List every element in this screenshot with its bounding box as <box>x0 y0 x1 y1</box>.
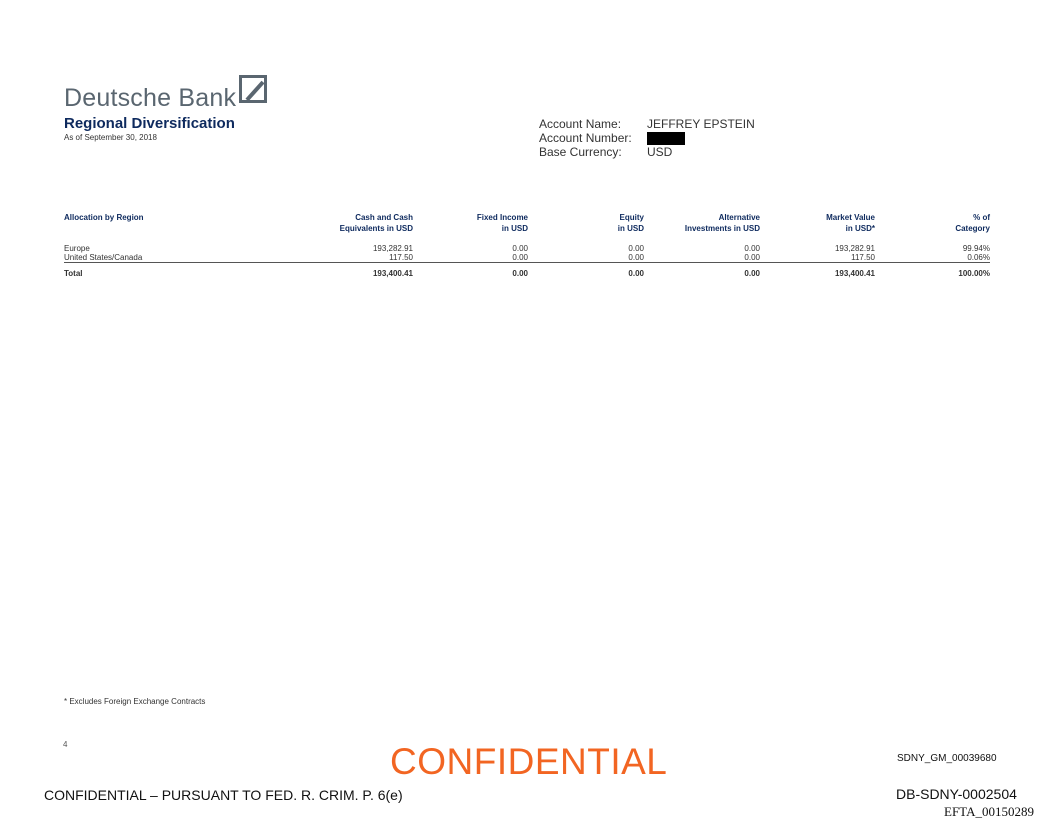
db-sdny-bates-number: DB-SDNY-0002504 <box>896 786 1017 802</box>
region-cell: United States/Canada <box>64 253 254 263</box>
brand-name: Deutsche Bank <box>64 84 237 112</box>
sdny-bates-number: SDNY_GM_00039680 <box>897 753 997 764</box>
column-header: Allocation by Region <box>64 213 144 222</box>
page-number: 4 <box>63 740 68 749</box>
account-name-value: JEFFREY EPSTEIN <box>647 117 755 131</box>
table-cell: 100.00% <box>875 263 990 279</box>
page-title: Regional Diversification <box>64 115 235 132</box>
total-label: Total <box>64 263 254 279</box>
table-cell: 0.00 <box>528 263 644 279</box>
base-currency-value: USD <box>647 145 673 159</box>
as-of-date: As of September 30, 2018 <box>64 133 157 142</box>
table-cell: 0.00 <box>413 263 528 279</box>
allocation-table <box>64 212 990 278</box>
base-currency-label: Base Currency: <box>539 145 622 159</box>
table-cell: 193,400.41 <box>254 263 413 279</box>
account-number-redaction <box>647 132 685 145</box>
column-header: Cash and Cash Equivalents in USD <box>339 213 413 233</box>
table-cell: 117.50 <box>254 253 413 263</box>
account-name-label: Account Name: <box>539 117 622 131</box>
table-row <box>64 244 990 253</box>
table-cell: 193,282.91 <box>372 244 413 253</box>
confidential-notice: CONFIDENTIAL – PURSUANT TO FED. R. CRIM. P. 6(e) <box>44 787 403 803</box>
column-header: Fixed Income in USD <box>476 213 528 233</box>
table-cell: 99.94% <box>962 244 990 253</box>
table-cell: 0.00 <box>744 244 760 253</box>
base-currency-row <box>539 145 755 159</box>
table-cell: 0.00 <box>528 253 644 263</box>
confidential-stamp: CONFIDENTIAL <box>390 741 668 782</box>
efta-number: EFTA_00150289 <box>944 804 1034 819</box>
column-header: Market Value in USD* <box>826 213 875 233</box>
table-cell: 117.50 <box>760 253 875 263</box>
account-number-row <box>539 131 755 145</box>
table-header-row <box>64 212 990 244</box>
account-name-row <box>539 117 755 131</box>
column-header: % of Category <box>955 213 990 233</box>
table-cell: 0.06% <box>875 253 990 263</box>
table-cell: 193,400.41 <box>760 263 875 279</box>
table-total-row <box>64 263 990 279</box>
table-cell: 193,282.91 <box>834 244 875 253</box>
table-cell: 0.00 <box>644 263 760 279</box>
account-number-label: Account Number: <box>539 131 632 145</box>
column-header: Equity in USD <box>617 213 644 233</box>
footnote: * Excludes Foreign Exchange Contracts <box>64 697 206 706</box>
table-cell: 0.00 <box>628 244 644 253</box>
table-cell: 0.00 <box>512 244 528 253</box>
deutsche-bank-logo-icon <box>239 75 267 103</box>
column-header: Alternative Investments in USD <box>684 213 760 233</box>
table-cell: 0.00 <box>644 253 760 263</box>
account-info <box>539 117 755 159</box>
table-cell: 0.00 <box>413 253 528 263</box>
table-row <box>64 253 990 263</box>
region-cell: Europe <box>64 244 90 253</box>
